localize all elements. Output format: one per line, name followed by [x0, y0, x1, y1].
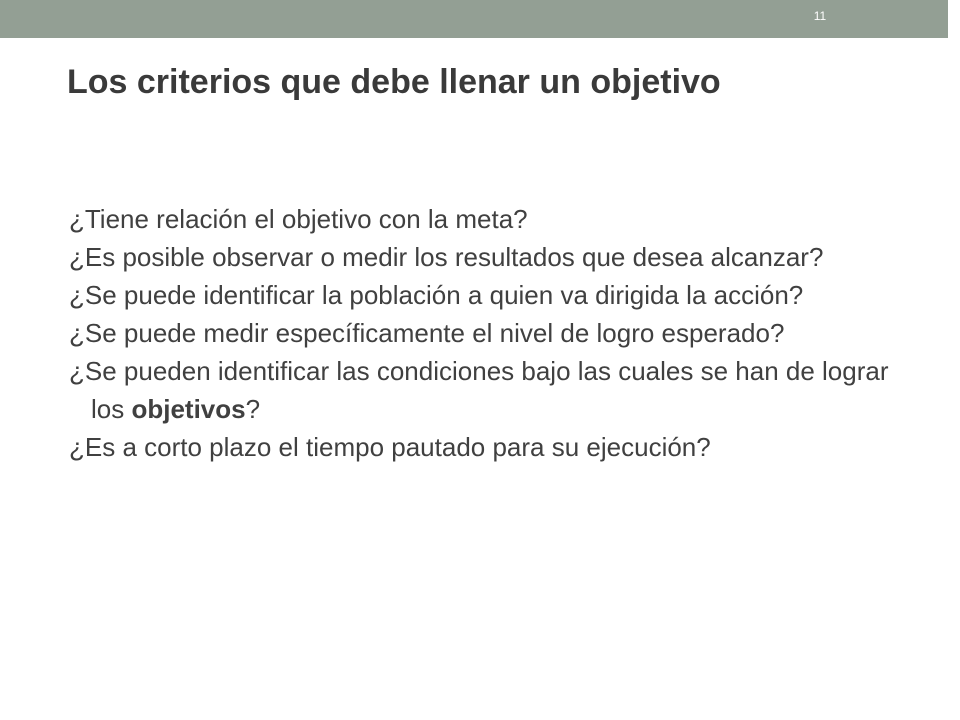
- criterion-item: ¿Tiene relación el objetivo con la meta?: [69, 204, 528, 234]
- criteria-list: [69, 200, 899, 466]
- criterion-text-end: ?: [245, 394, 261, 424]
- criterion-item: ¿Se puede medir específicamente el nivel de logro esperado?: [69, 318, 785, 348]
- criterion-item: ¿Es a corto plazo el tiempo pautado para su ejecución?: [69, 432, 711, 462]
- slide-title: Los criterios que debe llenar un objetivo: [67, 63, 721, 101]
- criterion-item: [69, 352, 899, 428]
- slide-number: 11: [813, 9, 827, 23]
- criterion-text: ¿Se pueden identificar las condiciones bajo las cuales se han de lograr los: [69, 356, 889, 424]
- top-bar: [0, 0, 948, 38]
- criterion-emphasis: objetivos: [131, 394, 246, 424]
- criterion-item: ¿Es posible observar o medir los resultados que desea alcanzar?: [69, 242, 824, 272]
- criterion-item: ¿Se puede identificar la población a quien va dirigida la acción?: [69, 280, 804, 310]
